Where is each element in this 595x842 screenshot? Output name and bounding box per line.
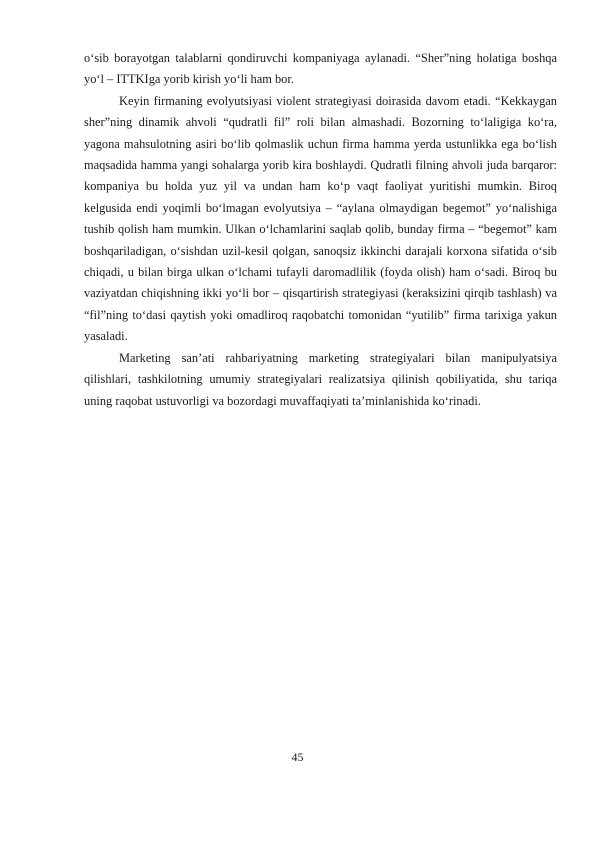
paragraph-marketing: Marketing san’ati rahbariyatning marketing strategiyalari bilan manipulyatsiya qilishlari, tashkilotning umumiy strategiyalari realizatsiya qilinish qobiliyatida, shu tariqa uning raqobat ustuvorligi va bozordagi muvaffaqiyati ta’minlanishida ko‘rinadi. [84,350,557,408]
paragraph-continuation: o‘sib borayotgan talablarni qondiruvchi kompaniyaga aylanadi. “Sher”ning holatiga boshqa yo‘l – ITTKIga yorib kirish yo‘li ham bor. [84,51,557,87]
paragraph-evolution: Keyin firmaning evolyutsiyasi violent strategiyasi doirasida davom etadi. “Kekkaygan sher”ning dinamik ahvoli “qudratli fil” roli bilan almashadi. Bozorning to‘laligiga ko‘ra, yagona mahsulotning asiri bo‘lib qolmaslik uchun firma hamma yerda ustunlikka ega bo‘lish maqsadida hamma yangi sohalarga yorib kira boshlaydi. Qudratli filning ahvoli juda barqaror: kompaniya bu holda yuz yil va undan ham ko‘p vaqt faoliyat yuritishi mumkin. Biroq kelgusida endi yoqimli bo‘lmagan evolyutsiya – “aylana olmaydigan begemot” yo‘nalishiga tushib qolish ham mumkin. Ulkan o‘lchamlarini saqlab qolib, bunday firma – “begemot” kam boshqariladigan, o‘sishdan uzil-kesil qolgan, sanoqsiz ikkinchi darajali korxona sifatida o‘sib chiqadi, u bilan birga ulkan o‘lchami tufayli daromadlilik (foyda olish) ham o‘sadi. Biroq bu vaziyatdan chiqishning ikki yo‘li bor – qisqartirish strategiyasi (keraksizini qirqib tashlash) va “fil”ning to‘dasi qaytish yoki omadliroq raqobatchi tomonidan “yutilib” firma tarixiga yakun yasaladi. [84,93,557,344]
page-number: 45 [291,750,304,764]
body-text [84,48,557,412]
